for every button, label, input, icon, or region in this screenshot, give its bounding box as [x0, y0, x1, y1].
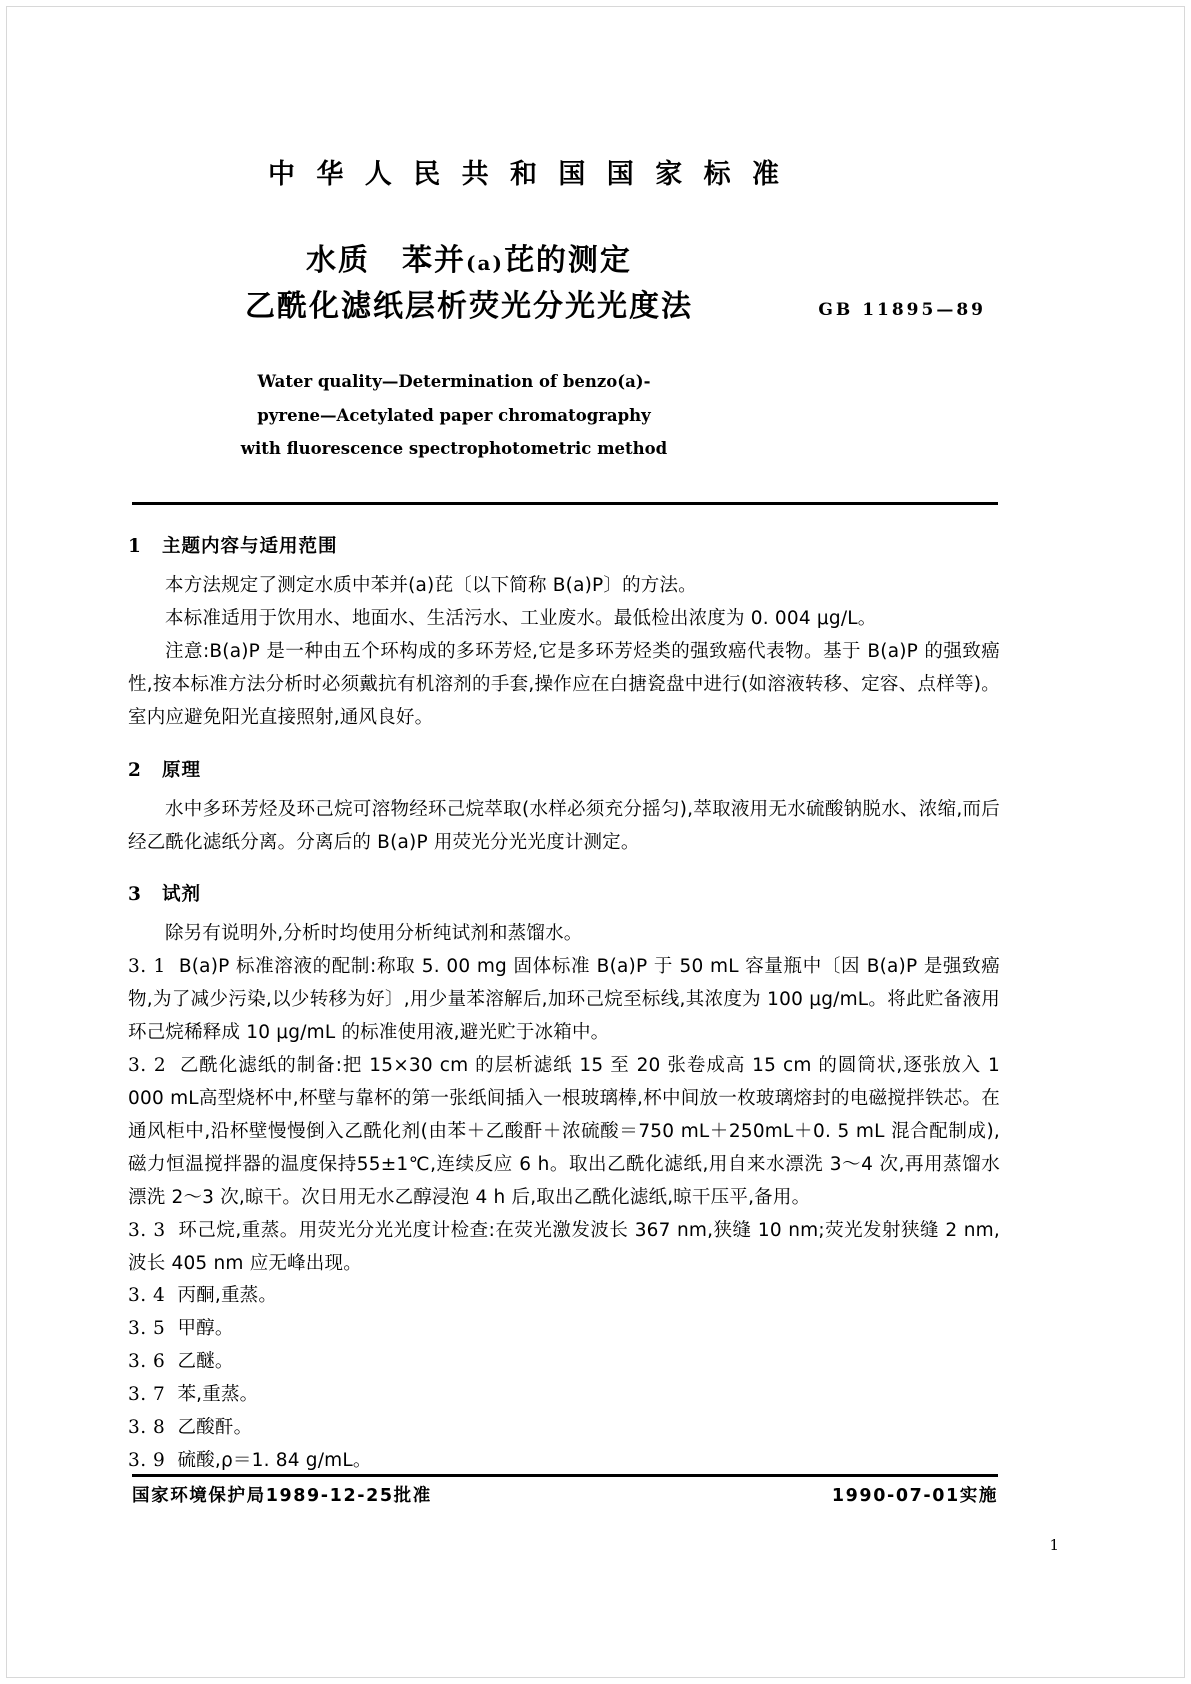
page-number: 1	[1049, 1536, 1059, 1554]
clause-3-2-text: 乙酰化滤纸的制备:把 15×30 cm 的层析滤纸 15 至 20 张卷成高 15 cm 的圆筒状,逐张放入 1 000 mL高型烧杯中,杯壁与靠杯的第一张纸间插入一根玻璃棒,杯中间放一枚玻璃熔封的电磁搅拌铁芯。在通风柜中,沿杯壁慢慢倒入乙酰化剂(由苯＋乙酸酐＋浓硫酸＝750 mL＋250mL＋0. 5 mL 混合配制成),磁力恒温搅拌器的温度保持55±1℃,连续反应 6 h。取出乙酰化滤纸,用自来水漂洗 3～4 次,再用蒸馏水漂洗 2～3 次,晾干。次日用无水乙醇浸泡 4 h 后,取出乙酰化滤纸,晾干压平,备用。	[128, 1055, 1000, 1208]
standard-number: GB 11895—89	[818, 299, 986, 320]
clause-3-3-text: 环己烷,重蒸。用荧光分光光度计检查:在荧光激发波长 367 nm,狭缝 10 nm;荧光发射狭缝 2 nm,波长 405 nm 应无峰出现。	[128, 1219, 1000, 1274]
section-3-intro: 除另有说明外,分析时均使用分析纯试剂和蒸馏水。	[165, 923, 583, 945]
section-number-2: 2	[128, 759, 142, 781]
section-1-paragraph-3: 注意:B(a)P 是一种由五个环构成的多环芳烃,它是多环芳烃类的强致癌代表物。基于 B(a)P 的强致癌性,按本标准方法分析时必须戴抗有机溶剂的手套,操作应在白搪瓷盘中进行(如溶液转移、定容、点样等)。室内应避免阳光直接照射,通风良好。	[128, 640, 1000, 728]
clause-3-2	[128, 1050, 1000, 1215]
clause-3-5-text: 甲醇。	[177, 1318, 234, 1340]
english-title-line-3: with fluorescence spectrophotometric method	[240, 439, 668, 459]
clause-3-5	[128, 1313, 1000, 1346]
title-line-1	[128, 238, 1000, 285]
section-number-3: 3	[128, 884, 142, 906]
clause-3-7-text: 苯,重蒸。	[177, 1384, 259, 1406]
section-2-paragraph-1: 水中多环芳烃及环己烷可溶物经环己烷萃取(水样必须充分摇匀),萃取液用无水硫酸钠脱水、浓缩,而后经乙酰化滤纸分离。分离后的 B(a)P 用荧光分光光度计测定。	[128, 798, 1000, 853]
footer-divider	[132, 1474, 998, 1477]
clause-3-1-index: 3. 1	[128, 956, 166, 978]
footer-approval: 国家环境保护局1989-12-25批准	[132, 1486, 432, 1506]
header-divider	[132, 502, 998, 505]
clause-3-1	[128, 951, 1000, 1050]
section-heading-1	[128, 531, 1000, 564]
title-block	[128, 238, 1000, 331]
clause-3-7	[128, 1379, 1000, 1412]
clause-3-9-text: 硫酸,ρ＝1. 84 g/mL。	[177, 1450, 372, 1472]
english-title-line-1: Water quality—Determination of benzo(a)-	[257, 371, 651, 391]
english-title	[128, 365, 1000, 466]
clause-3-4	[128, 1280, 1000, 1313]
section-heading-2	[128, 755, 1000, 788]
footer	[132, 1482, 998, 1507]
title-line-1-pre: 水质 苯并	[306, 242, 467, 278]
document-body	[128, 531, 1000, 1478]
clause-3-4-index: 3. 4	[128, 1285, 166, 1307]
clause-3-6-text: 乙醚。	[177, 1351, 234, 1373]
title-line-2: 乙酰化滤纸层析荧光分光光度法	[245, 289, 693, 325]
section-1-paragraph-2: 本标准适用于饮用水、地面水、生活污水、工业废水。最低检出浓度为 0. 004 μg/L。	[165, 607, 877, 629]
clause-3-8	[128, 1412, 1000, 1445]
section-heading-3	[128, 879, 1000, 912]
clause-3-9-index: 3. 9	[128, 1450, 166, 1472]
title-line-1-sup: (a)	[466, 250, 504, 275]
clause-3-8-index: 3. 8	[128, 1417, 166, 1439]
clause-3-6-index: 3. 6	[128, 1351, 166, 1373]
national-standard-header: 中 华 人 民 共 和 国 国 家 标 准	[268, 159, 785, 190]
section-title-3: 试剂	[162, 884, 202, 906]
english-title-line-2: pyrene—Acetylated paper chromatography	[257, 405, 651, 425]
section-1-paragraph-1: 本方法规定了测定水质中苯并(a)芘〔以下简称 B(a)P〕的方法。	[165, 575, 697, 597]
clause-3-3-index: 3. 3	[128, 1219, 166, 1241]
title-line-1-post: 芘的测定	[503, 242, 632, 278]
clause-3-8-text: 乙酸酐。	[177, 1417, 253, 1439]
clause-3-1-text: B(a)P 标准溶液的配制:称取 5. 00 mg 固体标准 B(a)P 于 50 mL 容量瓶中〔因 B(a)P 是强致癌物,为了减少污染,以少转移为好〕,用少量苯溶解后,加环己烷至标线,其浓度为 100 μg/mL。将此贮备液用环己烷稀释成 10 μg/mL 的标准使用液,避光贮于冰箱中。	[128, 956, 1000, 1044]
footer-implementation: 1990-07-01实施	[831, 1486, 998, 1506]
clause-3-7-index: 3. 7	[128, 1384, 166, 1406]
masthead	[128, 160, 1000, 190]
clause-3-4-text: 丙酮,重蒸。	[177, 1285, 278, 1307]
section-number-1: 1	[128, 536, 142, 558]
clause-3-3	[128, 1215, 1000, 1281]
clause-3-2-index: 3. 2	[128, 1055, 167, 1077]
section-title-1: 主题内容与适用范围	[162, 536, 338, 558]
section-title-2: 原理	[162, 759, 202, 781]
clause-3-5-index: 3. 5	[128, 1318, 166, 1340]
page-content	[128, 0, 1000, 1478]
clause-3-6	[128, 1346, 1000, 1379]
